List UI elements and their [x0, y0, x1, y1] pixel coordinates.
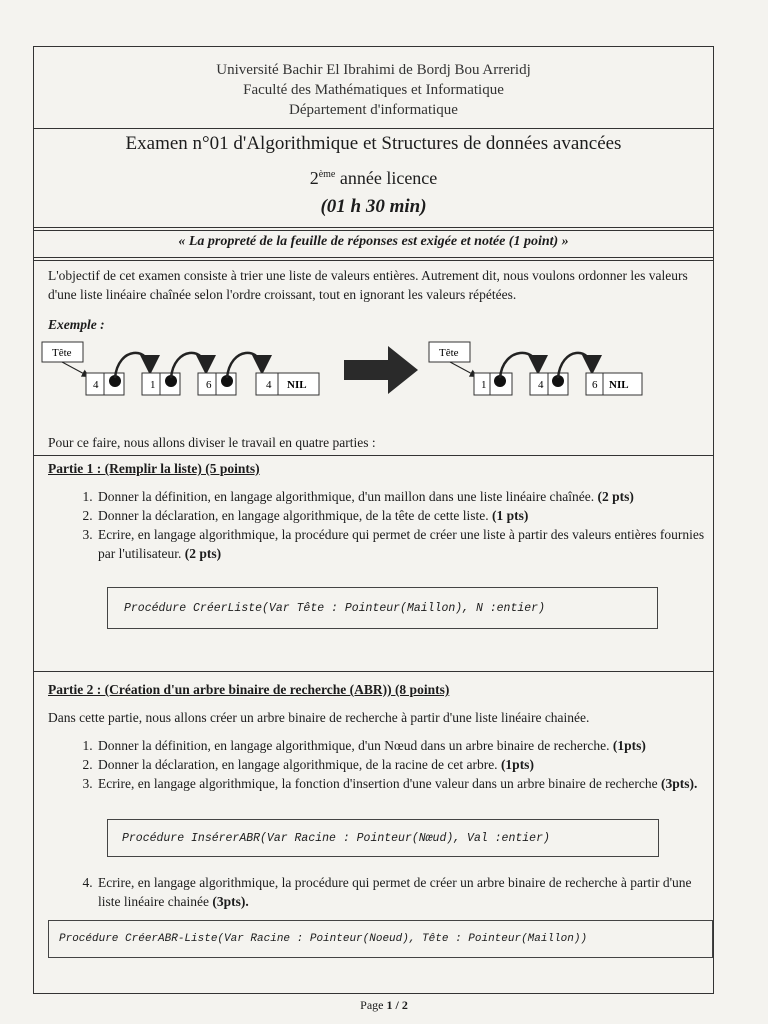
part1-title: Partie 1 : (Remplir la liste) (5 points) — [48, 461, 260, 476]
institution-header — [33, 60, 714, 120]
part1-question: 2. Donner la déclaration, en langage algorithmique, de la tête de cette liste. (1 pts) — [96, 506, 716, 525]
code-signature-box — [107, 819, 659, 857]
head-arrow — [450, 362, 476, 376]
procedure-signature: Procédure InsérerABR(Var Racine : Pointeur(Nœud), Val :entier) — [122, 831, 550, 845]
part2-question: 3. Ecrire, en langage algorithmique, la fonction d'insertion d'une valeur dans un arbre binaire de recherche (3pts). — [96, 774, 716, 793]
year-text: année licence — [335, 168, 438, 188]
part2-question: 1. Donner la définition, en langage algorithmique, d'un Nœud dans un arbre binaire de recherche. (1pts) — [96, 736, 716, 755]
faculty-name: Faculté des Mathématiques et Informatique — [243, 82, 504, 98]
part2-intro: Dans cette partie, nous allons créer un arbre binaire de recherche à partir d'une liste linéaire chainée. — [48, 710, 590, 725]
exam-duration: (01 h 30 min) — [320, 196, 427, 217]
node-value: 6 — [592, 379, 598, 391]
part2-title: Partie 2 : (Création d'un arbre binaire de recherche (ABR)) (8 points) — [48, 682, 450, 697]
list-after — [429, 342, 642, 395]
procedure-signature: Procédure CréerABR-Liste(Var Racine : Pointeur(Noeud), Tête : Pointeur(Maillon)) — [59, 933, 588, 945]
plan-text: Pour ce faire, nous allons diviser le travail en quatre parties : — [48, 435, 376, 450]
divider — [33, 128, 714, 129]
part2-questions-cont — [48, 873, 716, 911]
node-value: 6 — [206, 379, 212, 391]
procedure-signature: Procédure CréerListe(Var Tête : Pointeur(Maillon), N :entier) — [124, 601, 545, 615]
head-label: Tête — [52, 347, 72, 359]
example-label: Exemple : — [48, 317, 105, 332]
year-superscript: ème — [318, 169, 336, 180]
cleanliness-note: « La propreté de la feuille de réponses est exigée et notée (1 point) » — [178, 234, 569, 249]
linked-list-example — [0, 338, 768, 408]
part2-question: 4. Ecrire, en langage algorithmique, la procédure qui permet de créer un arbre binaire de recherche à partir d'une liste linéaire chainée (3pts). — [96, 873, 716, 911]
divider — [33, 257, 714, 258]
node-value: 4 — [266, 379, 272, 391]
node-value: 1 — [481, 379, 487, 391]
nil-label: NIL — [609, 379, 629, 391]
exam-title: Examen n°01 d'Algorithmique et Structures de données avancées — [125, 133, 622, 154]
divider — [33, 230, 714, 231]
head-label: Tête — [439, 347, 459, 359]
code-signature-box — [48, 920, 713, 958]
divider — [33, 227, 714, 228]
part1-question: 3. Ecrire, en langage algorithmique, la procédure qui permet de créer une liste à partir des valeurs entières fournies par l'utilisateur. (2 pts) — [96, 525, 716, 563]
part1-question: 1. Donner la définition, en langage algorithmique, d'un maillon dans une liste linéaire chaînée. (2 pts) — [96, 487, 716, 506]
node-value: 4 — [93, 379, 99, 391]
node-box — [474, 373, 512, 395]
part1-questions — [48, 487, 716, 563]
nil-label: NIL — [287, 379, 307, 391]
list-before — [42, 342, 319, 395]
transform-arrow-icon — [344, 346, 418, 394]
objective-text: L'objectif de cet examen consiste à trier une liste de valeurs entières. Autrement dit, nous voulons ordonner les valeurs d'une liste linéaire chaînée selon l'ordre croissant, tout en ignorant les valeurs répétées. — [48, 268, 688, 302]
page-number: Page 1 / 2 — [360, 998, 408, 1012]
exam-level — [33, 168, 714, 189]
year-number: 2 — [309, 168, 319, 188]
head-arrow — [62, 362, 88, 376]
part2-question: 2. Donner la déclaration, en langage algorithmique, de la racine de cet arbre. (1pts) — [96, 755, 716, 774]
divider — [33, 260, 714, 261]
part2-questions — [48, 736, 716, 793]
department-name: Département d'informatique — [289, 102, 458, 118]
divider — [33, 455, 714, 456]
divider — [33, 671, 714, 672]
node-value: 4 — [538, 379, 544, 391]
node-value: 1 — [150, 379, 156, 391]
code-signature-box — [107, 587, 658, 629]
university-name: Université Bachir El Ibrahimi de Bordj Bou Arreridj — [216, 62, 531, 78]
